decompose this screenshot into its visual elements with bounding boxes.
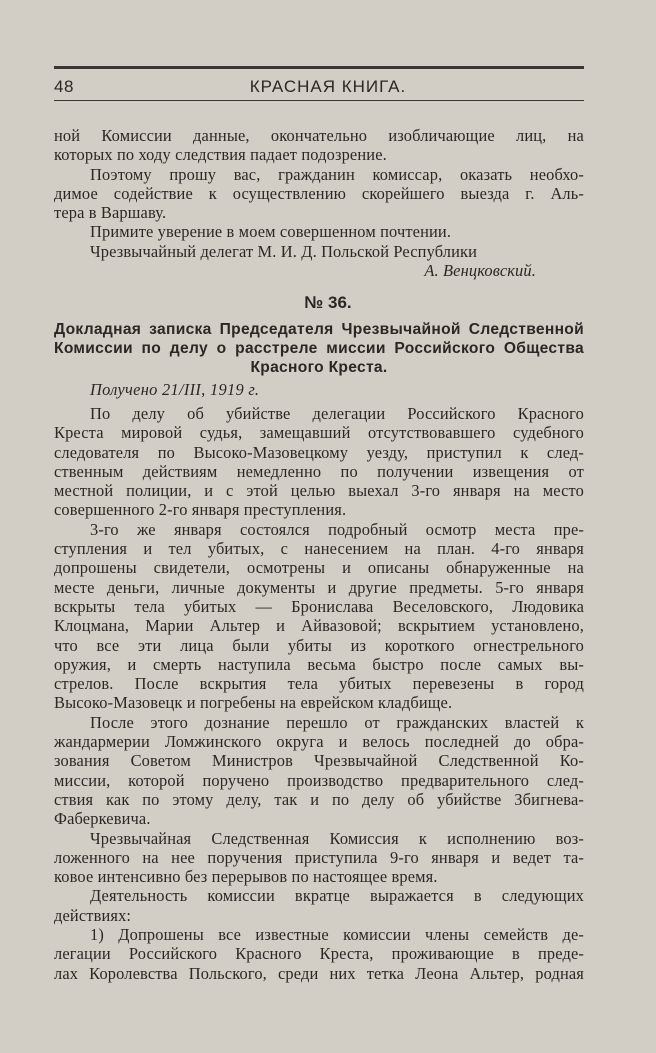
text-line: легации Российского Красного Креста, проживающие в преде- [54, 944, 584, 964]
running-title: КРАСНАЯ КНИГА. [249, 77, 407, 96]
text-line: димое содействие к осуществлению скорейшего выезда г. Аль- [54, 183, 584, 203]
text-line: Клоцмана, Марии Альтер и Айвазовой; вскрытием установлено, [54, 616, 584, 636]
text-line: Чрезвычайная Следственная Комиссия к исполнению воз- [90, 828, 584, 848]
document-heading [54, 320, 584, 377]
received-date: Получено 21/III, 1919 г. [90, 380, 260, 399]
text-line: После этого дознание перешло от гражданских властей к [90, 712, 584, 732]
heading-line: Красного Креста. [250, 359, 388, 376]
signer-name: А. Венцковский. [424, 261, 536, 281]
text-line: ствия как по этому делу, так и по делу об убийстве Збигнева- [54, 789, 584, 809]
document-number: № 36. [304, 293, 352, 312]
text-line: ственным действиям немедленно по получении извещения от [54, 461, 584, 481]
text-line: ступления и тел убитых, с нанесением на план. 4-го января [54, 539, 584, 559]
header-rule-top [54, 66, 584, 69]
text-line: По делу об убийстве делегации Российского Красного [90, 404, 584, 423]
text-line: Деятельность комиссии вкратце выражается в следующих [90, 886, 584, 906]
text-line: ложенного на нее поручения приступила 9-го января и ведет та- [54, 847, 584, 867]
text-line: 3-го же января состоялся подробный осмотр места пре- [90, 519, 584, 539]
text-line: 1) Допрошены все известные комиссии члены семейств де- [90, 925, 584, 945]
text-line: допрошены свидетели, осмотрены и описаны обнаруженные на [54, 558, 584, 578]
text-line: оружия, и смерть наступила весьма быстро после самых вы- [54, 654, 584, 674]
text-line: Высоко-Мазовецк и погребены на еврейском кладбище. [54, 693, 453, 713]
text-line: которых по ходу следствия падает подозрение. [54, 145, 387, 165]
previous-document-text [54, 126, 584, 283]
text-line: зования Советом Министров Чрезвычайной Следственной Ко- [54, 751, 584, 771]
page-number: 48 [54, 77, 74, 96]
text-line: месте деньги, личные документы и другие предметы. 5-го января [54, 577, 584, 597]
text-line: стрелов. После вскрытия тела убитых перевезены в город [54, 674, 584, 694]
header-rule-bottom [54, 100, 584, 101]
heading-line: Докладная записка Председателя Чрезвычайной Следственной [54, 321, 584, 338]
text-line: жандармерии Ломжинского округа и велось последней до обра- [54, 732, 584, 752]
text-line: действиях: [54, 905, 132, 925]
text-line: тера в Варшаву. [54, 203, 167, 223]
signature-title: Чрезвычайный делегат М. И. Д. Польской Республики [90, 241, 478, 261]
heading-line: Комиссии по делу о расстреле миссии Российского Общества [54, 340, 584, 357]
text-line: миссии, которой поручено производство предварительного след- [54, 770, 584, 790]
text-line: Фаберкевича. [54, 809, 151, 829]
text-line: местной полиции, и с этой целью выехал 3-го января на место [54, 481, 584, 501]
text-line: ковое интенсивно без перерывов по настоящее время. [54, 867, 438, 887]
text-line: что все эти лица были убиты из короткого огнестрельного [54, 635, 584, 655]
document-body [54, 404, 584, 983]
text-line: ной Комиссии данные, окончательно изобличающие лиц, на [54, 126, 584, 145]
closing-line: Примите уверение в моем совершенном почтении. [90, 222, 452, 242]
text-line: вскрыты тела убитых — Бронислава Веселовского, Людовика [54, 596, 584, 616]
text-line: следователя по Высоко-Мазовецкому уезду, приступил к след- [54, 442, 584, 462]
text-line: совершенного 2-го января преступления. [54, 500, 347, 520]
text-line: Креста мировой судья, замещавший отсутствовавшего судебного [54, 423, 584, 443]
text-line: лах Королевства Польского, среди них тетка Леона Альтер, родная [54, 963, 584, 983]
text-line: Поэтому прошу вас, гражданин комиссар, оказать необхо- [90, 164, 584, 184]
